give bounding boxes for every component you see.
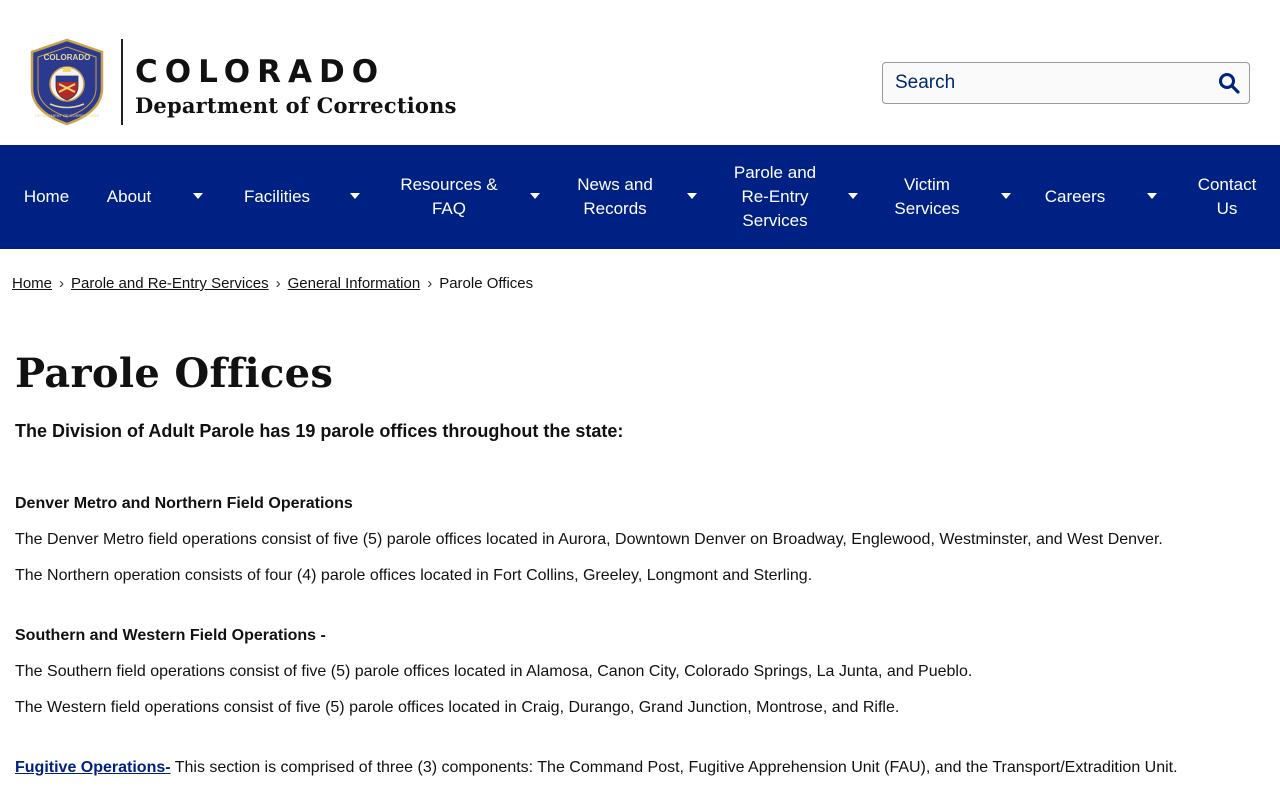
- breadcrumb: [12, 275, 533, 292]
- paragraph-fugitive: [15, 759, 1178, 777]
- seal-top-text: COLORADO: [43, 53, 91, 62]
- chevron-down-icon[interactable]: [530, 193, 540, 199]
- breadcrumb-separator: ›: [275, 275, 281, 292]
- department-seal-icon: [28, 38, 106, 126]
- section-heading-southern-western: Southern and Western Field Operations -: [15, 627, 326, 644]
- logo-wordmark: [135, 47, 457, 118]
- main-nav: [0, 145, 1280, 249]
- search-input[interactable]: [883, 63, 1209, 103]
- nav-item-about[interactable]: About: [106, 187, 152, 206]
- chevron-down-icon[interactable]: [1001, 193, 1011, 199]
- logo-department-name: Department of Corrections: [135, 92, 457, 118]
- nav-item-resources-faq[interactable]: Resources & FAQ: [400, 175, 498, 218]
- paragraph-western: The Western field operations consist of five (5) parole offices located in Craig, Durango, Grand Junction, Montrose, and Rifle.: [15, 699, 900, 716]
- logo-state-name: COLORADO: [135, 53, 386, 90]
- search-icon: [1218, 72, 1240, 94]
- nav-item-parole-reentry[interactable]: Parole and Re-Entry Services: [733, 163, 817, 230]
- nav-item-careers[interactable]: Careers: [1044, 187, 1106, 206]
- site-header: [0, 0, 1280, 145]
- breadcrumb-separator: ›: [427, 275, 433, 292]
- fugitive-operations-text: This section is comprised of three (3) components: The Command Post, Fugitive Apprehension Unit (FAU), and the Transport/Extradition Unit.: [170, 759, 1178, 776]
- breadcrumb-link-general-info[interactable]: General Information: [287, 275, 421, 292]
- chevron-down-icon[interactable]: [848, 193, 858, 199]
- breadcrumb-separator: ›: [59, 275, 65, 292]
- site-logo[interactable]: [28, 38, 457, 126]
- search-box: [882, 62, 1250, 104]
- logo-divider: [121, 39, 123, 125]
- nav-item-facilities[interactable]: Facilities: [243, 187, 311, 206]
- nav-item-home[interactable]: Home: [23, 187, 70, 206]
- chevron-down-icon[interactable]: [193, 193, 203, 199]
- chevron-down-icon[interactable]: [350, 193, 360, 199]
- seal-ring-text: DEPARTMENT OF CORRECTIONS: [34, 113, 100, 118]
- paragraph-denver-metro: The Denver Metro field operations consist of five (5) parole offices located in Aurora, Downtown Denver on Broadway, Englewood, Westminster, and West Denver.: [15, 531, 1163, 548]
- paragraph-northern: The Northern operation consists of four (4) parole offices located in Fort Collins, Greeley, Longmont and Sterling.: [15, 567, 813, 584]
- page-title: Parole Offices: [15, 350, 334, 397]
- search-button[interactable]: [1209, 63, 1249, 103]
- nav-item-victim-services[interactable]: Victim Services: [894, 175, 960, 218]
- section-heading-denver-northern: Denver Metro and Northern Field Operations: [15, 495, 353, 512]
- breadcrumb-link-home[interactable]: Home: [12, 275, 53, 292]
- chevron-down-icon[interactable]: [687, 193, 697, 199]
- chevron-down-icon[interactable]: [1147, 193, 1157, 199]
- paragraph-southern: The Southern field operations consist of five (5) parole offices located in Alamosa, Canon City, Colorado Springs, La Junta, and Pueblo.: [15, 663, 973, 680]
- nav-item-contact-us[interactable]: Contact Us: [1197, 175, 1257, 218]
- nav-item-news-records[interactable]: News and Records: [577, 175, 653, 218]
- fugitive-operations-link[interactable]: Fugitive Operations-: [15, 759, 171, 776]
- intro-text: The Division of Adult Parole has 19 parole offices throughout the state:: [15, 421, 624, 441]
- breadcrumb-current: Parole Offices: [439, 275, 534, 292]
- breadcrumb-link-parole[interactable]: Parole and Re-Entry Services: [71, 275, 269, 292]
